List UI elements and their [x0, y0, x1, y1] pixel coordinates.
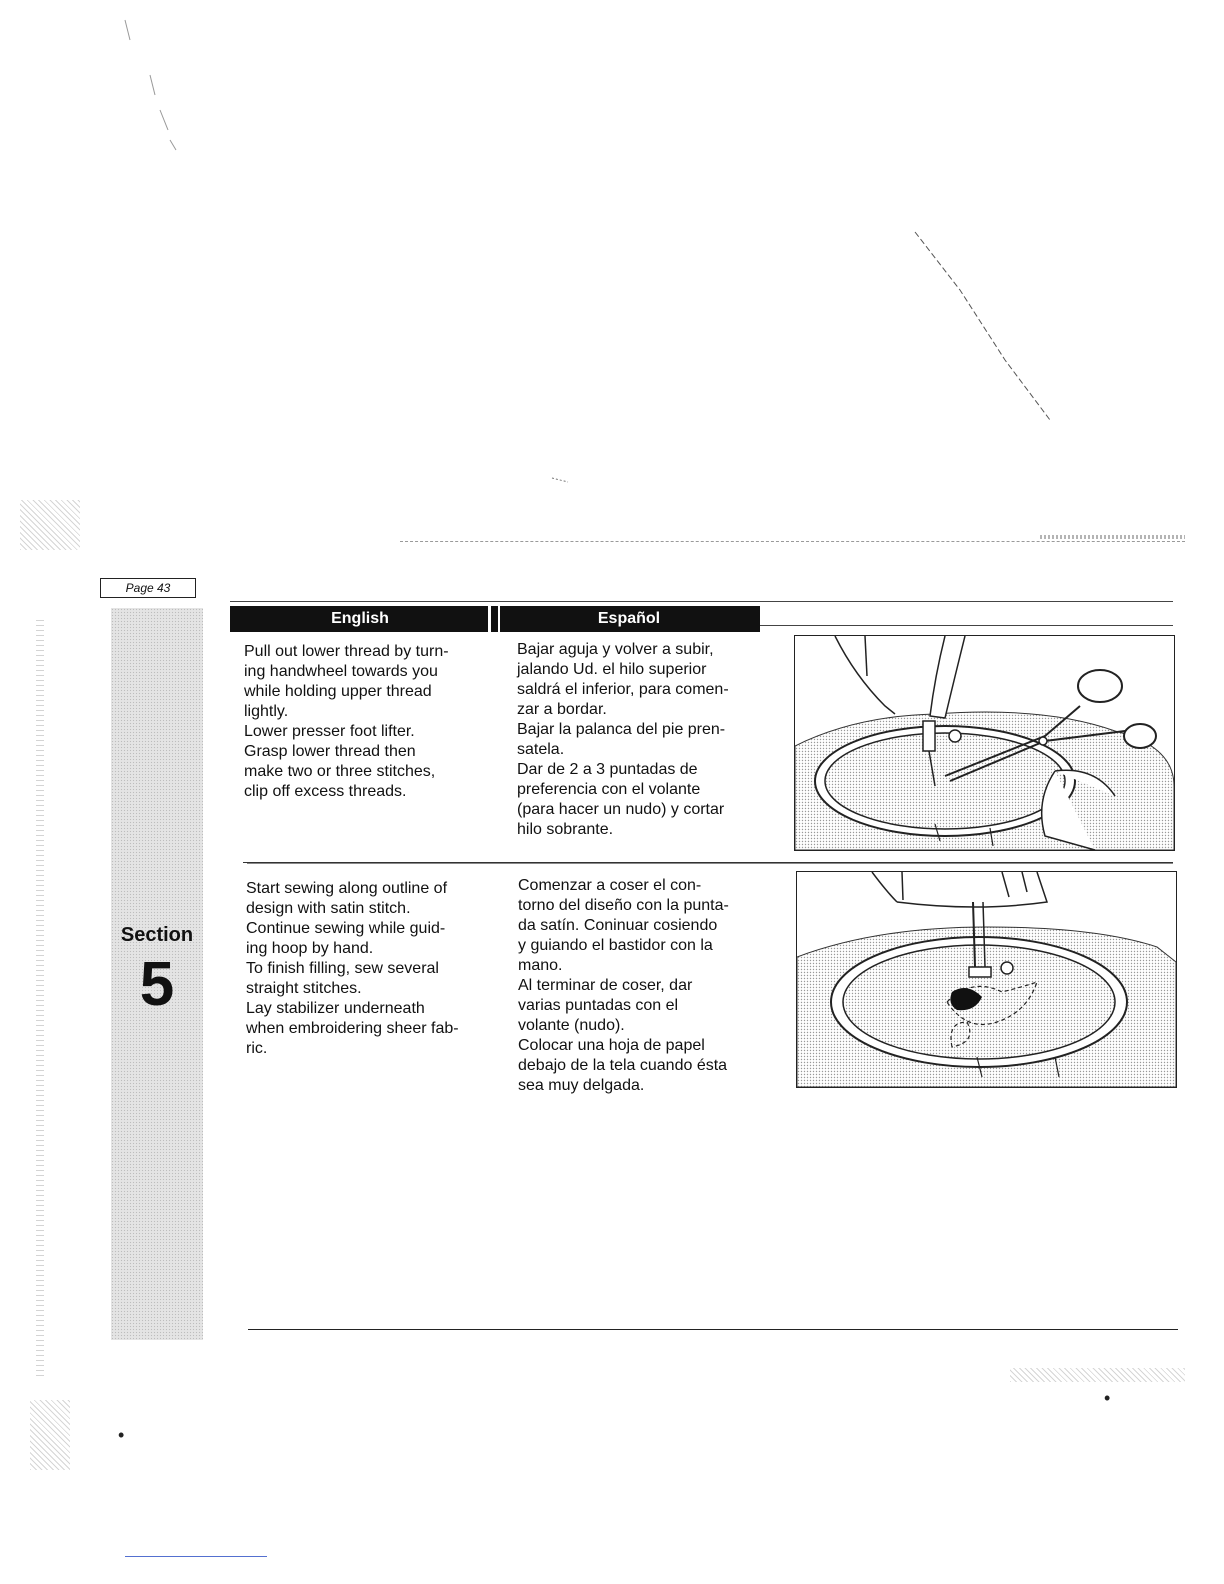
header-rule — [230, 601, 1173, 602]
english-column-header: English — [230, 606, 490, 632]
text-line: design with satin stitch. — [246, 900, 411, 917]
text-line: Comenzar a coser el con- — [518, 877, 702, 894]
needle-satin-stitching-in-hoop-icon — [796, 871, 1177, 1088]
page-bottom-rule — [248, 1329, 1178, 1330]
text-line: clip off excess threads. — [244, 783, 407, 800]
scan-artifact-speckle — [1010, 1368, 1185, 1382]
text-line: make two or three stitches, — [244, 763, 436, 780]
text-line: Colocar una hoja de papel — [518, 1037, 705, 1054]
text-line: Grasp lower thread then — [244, 743, 416, 760]
text-line: Al terminar de coser, dar — [518, 977, 693, 994]
step-1-spanish — [517, 640, 762, 840]
scan-artifact-mark: • — [1104, 1388, 1111, 1408]
header-rule-lower — [760, 625, 1173, 626]
text-line: varias puntadas con el — [518, 997, 679, 1014]
text-line: Continue sewing while guid- — [246, 920, 446, 937]
text-line: ric. — [246, 1040, 268, 1057]
spanish-column-header: Español — [498, 606, 760, 632]
scan-stray-marks — [0, 0, 1224, 560]
section-label: Section — [120, 924, 194, 946]
text-line: Lower presser foot lifter. — [244, 723, 415, 740]
scan-artifact-rule-dark — [1040, 535, 1185, 539]
scan-artifact-left-edge — [36, 620, 44, 1380]
scissors-cutting-thread-in-hoop-icon — [794, 635, 1175, 851]
text-line: To finish filling, sew several — [246, 960, 439, 977]
text-line: mano. — [518, 957, 563, 974]
text-line: zar a bordar. — [517, 701, 607, 718]
page-number-tag: Page 43 — [100, 578, 196, 598]
text-line: straight stitches. — [246, 980, 362, 997]
step-1-english — [244, 642, 489, 802]
step-divider-secondary — [247, 863, 1173, 864]
scan-artifact-speckle — [30, 1400, 70, 1470]
text-line: volante (nudo). — [518, 1017, 625, 1034]
text-line: ing hoop by hand. — [246, 940, 374, 957]
text-line: hilo sobrante. — [517, 821, 614, 838]
text-line: Start sewing along outline of — [246, 880, 448, 897]
text-line: jalando Ud. el hilo superior — [517, 661, 707, 678]
text-line: ing handwheel towards you — [244, 663, 438, 680]
header-divider-bar — [491, 606, 498, 632]
text-line: torno del diseño con la punta- — [518, 897, 729, 914]
text-line: Dar de 2 a 3 puntadas de — [517, 761, 698, 778]
step-2-english — [246, 879, 491, 1059]
scan-artifact-speckle — [20, 500, 80, 550]
text-line: saldrá el inferior, para comen- — [517, 681, 729, 698]
scan-artifact-rule — [400, 541, 1185, 542]
text-line: debajo de la tela cuando ésta — [518, 1057, 728, 1074]
text-line: preferencia con el volante — [517, 781, 701, 798]
text-line: sea muy delgada. — [518, 1077, 645, 1094]
step-2-spanish — [518, 876, 763, 1096]
text-line: lightly. — [244, 703, 289, 720]
scan-artifact-mark: • — [118, 1425, 125, 1445]
scan-artifact-underline — [125, 1556, 267, 1557]
text-line: y guiando el bastidor con la — [518, 937, 713, 954]
text-line: Pull out lower thread by turn- — [244, 643, 449, 660]
text-line: Bajar aguja y volver a subir, — [517, 641, 714, 658]
text-line: Bajar la palanca del pie pren- — [517, 721, 726, 738]
text-line: (para hacer un nudo) y cortar — [517, 801, 725, 818]
text-line: while holding upper thread — [244, 683, 432, 700]
text-line: satela. — [517, 741, 565, 758]
text-line: when embroidering sheer fab- — [246, 1020, 459, 1037]
section-number: 5 — [139, 950, 175, 1019]
text-line: Lay stabilizer underneath — [246, 1000, 425, 1017]
text-line: da satín. Coninuar cosiendo — [518, 917, 718, 934]
